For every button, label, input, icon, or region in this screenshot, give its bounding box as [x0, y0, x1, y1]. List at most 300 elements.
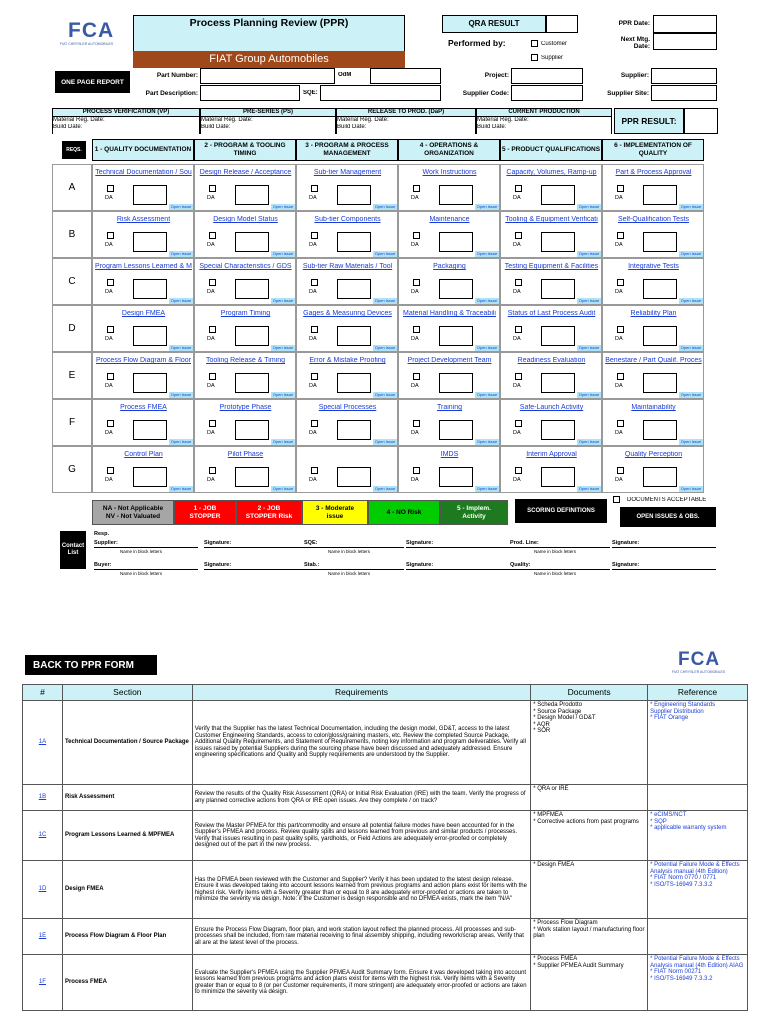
fca-logo-subtitle: FIAT CHRYSLER AUTOMOBILES — [60, 42, 114, 46]
open-issue-button[interactable]: Open Issue — [680, 439, 702, 444]
grid-cell — [398, 305, 500, 352]
name-hint: Name in block letters — [534, 571, 577, 576]
da-checkbox[interactable] — [515, 420, 522, 427]
da-checkbox[interactable] — [209, 420, 216, 427]
contact-quality-label: Quality: — [510, 562, 531, 568]
da-label: DA — [513, 477, 521, 483]
da-label: DA — [309, 430, 317, 436]
da-label: DA — [309, 336, 317, 342]
da-checkbox[interactable] — [617, 185, 624, 192]
phase-material-date: Material Reg. Date: — [477, 117, 529, 123]
part-description-input[interactable] — [200, 85, 300, 101]
open-issue-button[interactable]: Open Issue — [578, 439, 600, 444]
da-checkbox[interactable] — [617, 279, 624, 286]
da-checkbox[interactable] — [413, 185, 420, 192]
supplier-code-input[interactable] — [511, 85, 583, 101]
requirement-link[interactable]: Quality Perception — [624, 451, 683, 458]
requirement-link[interactable]: Technical Documentation / Sou — [95, 169, 192, 176]
grid-cell — [194, 211, 296, 258]
requirement-link[interactable]: Benestare / Part Qualif. Proces — [605, 357, 702, 364]
documents-acceptable-label: DOCUMENTS ACCEPTABLE — [627, 497, 707, 503]
open-issue-button[interactable]: Open Issue — [680, 204, 702, 209]
contact-signature-label: Signature: — [204, 540, 232, 546]
score-input[interactable] — [133, 420, 167, 440]
score-input[interactable] — [439, 467, 473, 487]
requirement-link[interactable]: Pilot Phase — [227, 451, 264, 458]
row-id-link[interactable]: 1C — [23, 811, 63, 861]
phase-material-date: Material Reg. Date: — [53, 117, 105, 123]
requirement-link[interactable]: Error & Mistake Proofing — [309, 357, 386, 364]
open-issue-button[interactable]: Open Issue — [476, 439, 498, 444]
row-reference — [648, 919, 748, 955]
grid-cell — [194, 352, 296, 399]
da-checkbox[interactable] — [617, 373, 624, 380]
open-issue-button[interactable]: Open Issue — [578, 298, 600, 303]
da-checkbox[interactable] — [413, 420, 420, 427]
open-issue-button[interactable]: Open Issue — [272, 345, 294, 350]
da-checkbox[interactable] — [209, 232, 216, 239]
grid-cell — [296, 258, 398, 305]
score-input[interactable] — [235, 373, 269, 393]
requirement-link[interactable]: Maintainability — [631, 404, 676, 411]
open-issue-button[interactable]: Open Issue — [272, 251, 294, 256]
requirement-link[interactable]: Project Development Team — [407, 357, 492, 364]
grid-cell — [602, 446, 704, 493]
ppr-date-input[interactable] — [653, 15, 717, 33]
score-input[interactable] — [235, 185, 269, 205]
row-requirements: Has the DFMEA been reviewed with the Customer and Supplier? Verify it has been updated to the latest design release. Ensure it was developed taking into account lessons learned from previous programs and action plans exist for items with the highest risk. Verify items with a Severity greater than or equal to 8 are adequately error-proofed or actions are taken to minimize the severity via design. Note: if the Customer is design responsible and no DFMEA exists, mark the item "N/A" — [192, 861, 530, 919]
open-issue-button[interactable]: Open Issue — [476, 204, 498, 209]
open-issue-button[interactable]: Open Issue — [374, 204, 396, 209]
next-mtg-input[interactable] — [653, 33, 717, 50]
da-checkbox[interactable] — [515, 326, 522, 333]
requirement-link[interactable]: IMDS — [440, 451, 459, 458]
contact-signature-label: Signature: — [612, 562, 640, 568]
da-label: DA — [615, 242, 623, 248]
row-id-link[interactable]: 1A — [23, 701, 63, 785]
supplier-checkbox[interactable] — [531, 54, 538, 61]
grid-cell — [500, 305, 602, 352]
phase-build-date: Build Date: — [53, 124, 83, 130]
contact-sqe-label: SQE: — [304, 540, 318, 546]
legend-item-4: 3 - Moderate issue — [302, 500, 368, 525]
da-checkbox[interactable] — [311, 326, 318, 333]
da-checkbox[interactable] — [617, 232, 624, 239]
da-checkbox[interactable] — [617, 467, 624, 474]
score-input[interactable] — [133, 467, 167, 487]
da-checkbox[interactable] — [107, 467, 114, 474]
da-checkbox[interactable] — [413, 279, 420, 286]
requirement-link[interactable]: Sub-tier Raw Materials / Tool — [302, 263, 393, 270]
requirement-link[interactable]: Prototype Phase — [219, 404, 272, 411]
da-checkbox[interactable] — [311, 232, 318, 239]
score-input[interactable] — [439, 232, 473, 252]
open-issue-button[interactable]: Open Issue — [374, 298, 396, 303]
requirement-link[interactable]: Gages & Measuring Devices — [303, 310, 392, 317]
open-issue-button[interactable]: Open Issue — [680, 298, 702, 303]
open-issue-button[interactable]: Open Issue — [578, 345, 600, 350]
score-input[interactable] — [337, 185, 371, 205]
requirement-link[interactable]: Sub-tier Components — [314, 216, 381, 223]
da-label: DA — [207, 383, 215, 389]
grid-cell — [296, 211, 398, 258]
grid-cell — [296, 352, 398, 399]
da-checkbox[interactable] — [515, 185, 522, 192]
phase-build-date: Build Date: — [337, 124, 367, 130]
row-id-link[interactable]: 1E — [23, 919, 63, 955]
da-checkbox[interactable] — [107, 326, 114, 333]
row-requirements: Review the results of the Quality Risk Assessment (QRA) or Initial Risk Evaluation (IRE) with the team. Verify the progress of any planned corrective actions from QRA or IRE open issues. Are they complete / on track? — [192, 785, 530, 811]
open-issue-button[interactable]: Open Issue — [170, 439, 192, 444]
score-input[interactable] — [133, 232, 167, 252]
da-label: DA — [411, 430, 419, 436]
row-section: Process Flow Diagram & Floor Plan — [62, 919, 192, 955]
contact-supplier-label: Supplier: — [94, 540, 118, 546]
score-input[interactable] — [133, 373, 167, 393]
requirement-link[interactable]: Part & Process Approval — [615, 169, 692, 176]
open-issue-button[interactable]: Open Issue — [680, 251, 702, 256]
requirement-link[interactable]: Program Lessons Learned & M — [95, 263, 192, 270]
requirement-link[interactable]: Integrative Tests — [628, 263, 679, 270]
supplier-site-input[interactable] — [651, 85, 717, 101]
grid-cell — [602, 352, 704, 399]
reqs-label: REQS. — [62, 141, 86, 159]
open-issue-button[interactable]: Open Issue — [680, 486, 702, 491]
da-label: DA — [615, 336, 623, 342]
da-label: DA — [411, 336, 419, 342]
requirement-link[interactable]: Tooling & Equipment Verificati — [505, 216, 598, 223]
score-input[interactable] — [235, 279, 269, 299]
open-issue-button[interactable]: Open Issue — [476, 345, 498, 350]
row-documents: * Design FMEA — [531, 861, 648, 919]
score-input[interactable] — [439, 185, 473, 205]
ppr-result-input[interactable] — [684, 108, 718, 134]
grid-cell — [602, 399, 704, 446]
score-input[interactable] — [541, 467, 575, 487]
requirement-link[interactable]: Packaging — [433, 263, 466, 270]
requirement-link[interactable]: Interim Approval — [526, 451, 577, 458]
open-issue-button[interactable]: Open Issue — [272, 486, 294, 491]
open-issue-button[interactable]: Open Issue — [578, 204, 600, 209]
da-label: DA — [513, 430, 521, 436]
score-input[interactable] — [235, 420, 269, 440]
score-input[interactable] — [643, 467, 677, 487]
requirement-link[interactable]: Reliability Plan — [630, 310, 677, 317]
da-checkbox[interactable] — [209, 373, 216, 380]
open-issue-button[interactable]: Open Issue — [170, 298, 192, 303]
open-issue-button[interactable]: Open Issue — [170, 204, 192, 209]
requirement-link[interactable]: Design FMEA — [121, 310, 166, 317]
row-label-b: B — [52, 211, 92, 258]
score-input[interactable] — [541, 373, 575, 393]
score-input[interactable] — [643, 373, 677, 393]
open-issue-button[interactable]: Open Issue — [272, 392, 294, 397]
row-requirements: Ensure the Process Flow Diagram, floor plan, and work station layout reflect the planned process. All processes and sub-processes shall be included, from raw material receiving to final assembly shipping, including rework/scrap areas. Verify that all are at the latest level of the process. — [192, 919, 530, 955]
contact-prod-line-label: Prod. Line: — [510, 540, 539, 546]
name-hint: Name in block letters — [534, 549, 577, 554]
open-issue-button[interactable]: Open Issue — [374, 345, 396, 350]
legend-item-6: 5 - Implem. Activity — [440, 500, 508, 525]
ppr-date-label: PPR Date: — [618, 20, 650, 27]
da-label: DA — [105, 195, 113, 201]
requirement-link[interactable]: Process FMEA — [120, 404, 167, 411]
grid-cell — [92, 399, 194, 446]
requirement-link[interactable]: Design Release / Acceptance — [199, 169, 292, 176]
requirements-table — [22, 684, 748, 1011]
requirement-link[interactable]: Self-Qualification Tests — [617, 216, 690, 223]
grid-cell — [194, 399, 296, 446]
requirement-link[interactable]: Design Model Status — [213, 216, 278, 223]
score-input[interactable] — [337, 279, 371, 299]
requirement-link[interactable]: Tooling Release & Timing — [206, 357, 285, 364]
requirement-link[interactable]: Material Handling & Traceabili — [403, 310, 496, 317]
da-checkbox[interactable] — [311, 373, 318, 380]
row-label-d: D — [52, 305, 92, 352]
row-id-link[interactable]: 1F — [23, 955, 63, 1011]
score-input[interactable] — [541, 420, 575, 440]
requirement-link[interactable]: Risk Assessment — [116, 216, 171, 223]
da-checkbox[interactable] — [107, 185, 114, 192]
fca-logo-2 — [672, 650, 748, 680]
open-issue-button[interactable]: Open Issue — [578, 392, 600, 397]
open-issue-button[interactable]: Open Issue — [476, 486, 498, 491]
qra-result-input[interactable] — [546, 15, 578, 33]
score-input[interactable] — [337, 373, 371, 393]
da-checkbox[interactable] — [107, 232, 114, 239]
da-label: DA — [513, 289, 521, 295]
score-input[interactable] — [439, 420, 473, 440]
score-input[interactable] — [235, 326, 269, 346]
row-id-link[interactable]: 1D — [23, 861, 63, 919]
score-input[interactable] — [235, 467, 269, 487]
open-issue-button[interactable]: Open Issue — [680, 392, 702, 397]
score-input[interactable] — [541, 232, 575, 252]
documents-acceptable-checkbox[interactable] — [613, 496, 620, 503]
score-input[interactable] — [133, 185, 167, 205]
da-checkbox[interactable] — [311, 467, 318, 474]
open-issue-button[interactable]: Open Issue — [170, 392, 192, 397]
phase-material-date: Material Reg. Date: — [337, 117, 389, 123]
open-issue-button[interactable]: Open Issue — [374, 439, 396, 444]
da-checkbox[interactable] — [515, 279, 522, 286]
open-issue-button[interactable]: Open Issue — [476, 392, 498, 397]
contact-list-button[interactable]: Contact List — [60, 531, 86, 569]
legend-item-5: 4 - NO Risk — [368, 500, 440, 525]
requirement-link[interactable]: Training — [436, 404, 463, 411]
requirement-link[interactable]: Process Flow Diagram & Floor — [96, 357, 191, 364]
open-issues-button[interactable]: OPEN ISSUES & OBS. — [620, 507, 716, 527]
open-issue-button[interactable]: Open Issue — [272, 298, 294, 303]
da-label: DA — [615, 477, 623, 483]
da-checkbox[interactable] — [617, 420, 624, 427]
supplier-site-label: Supplier Site: — [607, 90, 649, 97]
score-input[interactable] — [643, 185, 677, 205]
open-issue-button[interactable]: Open Issue — [578, 251, 600, 256]
requirement-link[interactable]: Readiness Evaluation — [517, 357, 586, 364]
score-input[interactable] — [439, 373, 473, 393]
da-label: DA — [105, 430, 113, 436]
da-checkbox[interactable] — [209, 326, 216, 333]
da-label: DA — [105, 383, 113, 389]
score-input[interactable] — [439, 279, 473, 299]
da-label: DA — [411, 195, 419, 201]
da-label: DA — [513, 383, 521, 389]
grid-cell — [602, 164, 704, 211]
open-issue-button[interactable]: Open Issue — [476, 298, 498, 303]
row-label-a: A — [52, 164, 92, 211]
open-issue-button[interactable]: Open Issue — [170, 486, 192, 491]
grid-cell — [296, 446, 398, 493]
project-input[interactable] — [511, 68, 583, 84]
open-issue-button[interactable]: Open Issue — [476, 251, 498, 256]
da-label: DA — [207, 430, 215, 436]
score-input[interactable] — [541, 185, 575, 205]
row-requirements: Review the Master PFMEA for this part/commodity and ensure all potential failure modes have been accounted for in the Supplier's PFMEA and process. Review quality spills and lessons learned from previous and similar products / processes. Verify that issues resulting in past quality spills, yardholds, or Field Actions are adequately error-proofed or completely designed out of the part in the new process. — [192, 811, 530, 861]
open-issue-button[interactable]: Open Issue — [374, 392, 396, 397]
row-section: Program Lessons Learned & MPFMEA — [62, 811, 192, 861]
da-label: DA — [411, 383, 419, 389]
fiat-group-banner: FIAT Group Automobiles — [133, 51, 405, 68]
da-label: DA — [207, 336, 215, 342]
requirement-link[interactable]: Program Timing — [220, 310, 271, 317]
score-input[interactable] — [337, 467, 371, 487]
ppr-result-label: PPR RESULT: — [614, 108, 684, 134]
row-id-link[interactable]: 1B — [23, 785, 63, 811]
customer-checkbox[interactable] — [531, 40, 538, 47]
da-label: DA — [513, 336, 521, 342]
da-label: DA — [615, 383, 623, 389]
da-checkbox[interactable] — [311, 420, 318, 427]
requirement-link[interactable]: Safe-Launch Activity — [519, 404, 584, 411]
score-input[interactable] — [643, 326, 677, 346]
open-issue-button[interactable]: Open Issue — [374, 251, 396, 256]
part-number-input[interactable] — [200, 68, 335, 84]
da-checkbox[interactable] — [413, 232, 420, 239]
requirement-link[interactable]: Work Instructions — [422, 169, 477, 176]
da-checkbox[interactable] — [617, 326, 624, 333]
da-checkbox[interactable] — [413, 467, 420, 474]
phase-dap — [336, 108, 476, 134]
grid-cell — [500, 258, 602, 305]
requirement-link[interactable]: Sub-tier Management — [313, 169, 382, 176]
requirement-link[interactable]: Status of Last Process Audit — [507, 310, 596, 317]
table-header-row — [23, 685, 748, 701]
part-description-label: Part Description: — [145, 90, 198, 97]
da-checkbox[interactable] — [311, 185, 318, 192]
grid-cell — [194, 446, 296, 493]
da-checkbox[interactable] — [311, 279, 318, 286]
back-to-ppr-form-button[interactable]: BACK TO PPR FORM — [25, 655, 157, 675]
open-issue-button[interactable]: Open Issue — [170, 345, 192, 350]
name-hint: Name in block letters — [120, 571, 163, 576]
requirement-link[interactable]: Testing Equipment & Facilities — [504, 263, 599, 270]
supplier-check-label: Supplier — [541, 55, 564, 61]
score-input[interactable] — [643, 279, 677, 299]
score-input[interactable] — [235, 232, 269, 252]
open-issue-button[interactable]: Open Issue — [170, 251, 192, 256]
score-input[interactable] — [337, 326, 371, 346]
score-input[interactable] — [541, 326, 575, 346]
da-checkbox[interactable] — [209, 185, 216, 192]
odm-input[interactable] — [370, 68, 441, 84]
grid-cell — [194, 258, 296, 305]
grid-cell — [500, 352, 602, 399]
row-label-f: F — [52, 399, 92, 446]
da-checkbox[interactable] — [107, 420, 114, 427]
sqe-input[interactable] — [320, 85, 441, 101]
da-checkbox[interactable] — [413, 326, 420, 333]
scoring-definitions-button[interactable]: SCORING DEFINITIONS — [515, 499, 607, 523]
qra-result-label: QRA RESULT — [442, 15, 546, 33]
score-input[interactable] — [337, 420, 371, 440]
requirement-link[interactable]: Control Plan — [124, 451, 163, 458]
open-issue-button[interactable]: Open Issue — [680, 345, 702, 350]
grid-cell — [194, 164, 296, 211]
open-issue-button[interactable]: Open Issue — [272, 204, 294, 209]
row-section: Process FMEA — [62, 955, 192, 1011]
phase-title: PRE-SERIES (PS) — [201, 109, 335, 117]
score-input[interactable] — [337, 232, 371, 252]
requirement-link[interactable]: Special Characteristics / GDS — [199, 263, 292, 270]
row-section: Design FMEA — [62, 861, 192, 919]
da-checkbox[interactable] — [209, 279, 216, 286]
requirement-link[interactable]: Maintenance — [429, 216, 470, 223]
requirement-link[interactable]: Special Processes — [318, 404, 377, 411]
row-reference: * eCIMS/NCT * SQP * applicable warranty system — [648, 811, 748, 861]
column-header-4: 4 - OPERATIONS & ORGANIZATION — [398, 139, 500, 161]
open-issue-button[interactable]: Open Issue — [374, 486, 396, 491]
name-hint: Name in block letters — [120, 549, 163, 554]
score-input[interactable] — [643, 232, 677, 252]
da-checkbox[interactable] — [209, 467, 216, 474]
form-title: Process Planning Review (PPR) — [189, 17, 349, 29]
contact-signature-label: Signature: — [612, 540, 640, 546]
da-checkbox[interactable] — [413, 373, 420, 380]
next-mtg-label: Next Mtg. Date: — [620, 36, 650, 50]
score-input[interactable] — [541, 279, 575, 299]
da-checkbox[interactable] — [515, 373, 522, 380]
da-label: DA — [513, 242, 521, 248]
row-documents: * Process Flow Diagram * Work station layout / manufacturing floor plan — [531, 919, 648, 955]
score-input[interactable] — [439, 326, 473, 346]
one-page-report-button[interactable]: ONE PAGE REPORT — [55, 71, 130, 93]
grid-cell — [500, 446, 602, 493]
da-checkbox[interactable] — [107, 279, 114, 286]
supplier-label: Supplier: — [620, 72, 649, 79]
requirement-link[interactable]: Capacity, Volumes, Ramp-up — [506, 169, 597, 176]
da-checkbox[interactable] — [515, 467, 522, 474]
table-header-documents: Documents — [531, 685, 648, 701]
row-reference — [648, 785, 748, 811]
open-issue-button[interactable]: Open Issue — [578, 486, 600, 491]
score-input[interactable] — [643, 420, 677, 440]
supplier-input[interactable] — [651, 68, 717, 84]
score-input[interactable] — [133, 279, 167, 299]
phase-build-date: Build Date: — [477, 124, 507, 130]
da-checkbox[interactable] — [107, 373, 114, 380]
da-label: DA — [411, 242, 419, 248]
name-hint: Name in block letters — [328, 571, 371, 576]
row-documents: * Scheda Prodotto * Source Package * Design Model / GD&T * AQR * SOR — [531, 701, 648, 785]
contact-signature-label: Signature: — [406, 540, 434, 546]
grid-cell — [398, 258, 500, 305]
grid-cell — [602, 258, 704, 305]
da-checkbox[interactable] — [515, 232, 522, 239]
open-issue-button[interactable]: Open Issue — [272, 439, 294, 444]
form-title-box — [133, 15, 405, 52]
table-row — [23, 955, 748, 1011]
score-input[interactable] — [133, 326, 167, 346]
